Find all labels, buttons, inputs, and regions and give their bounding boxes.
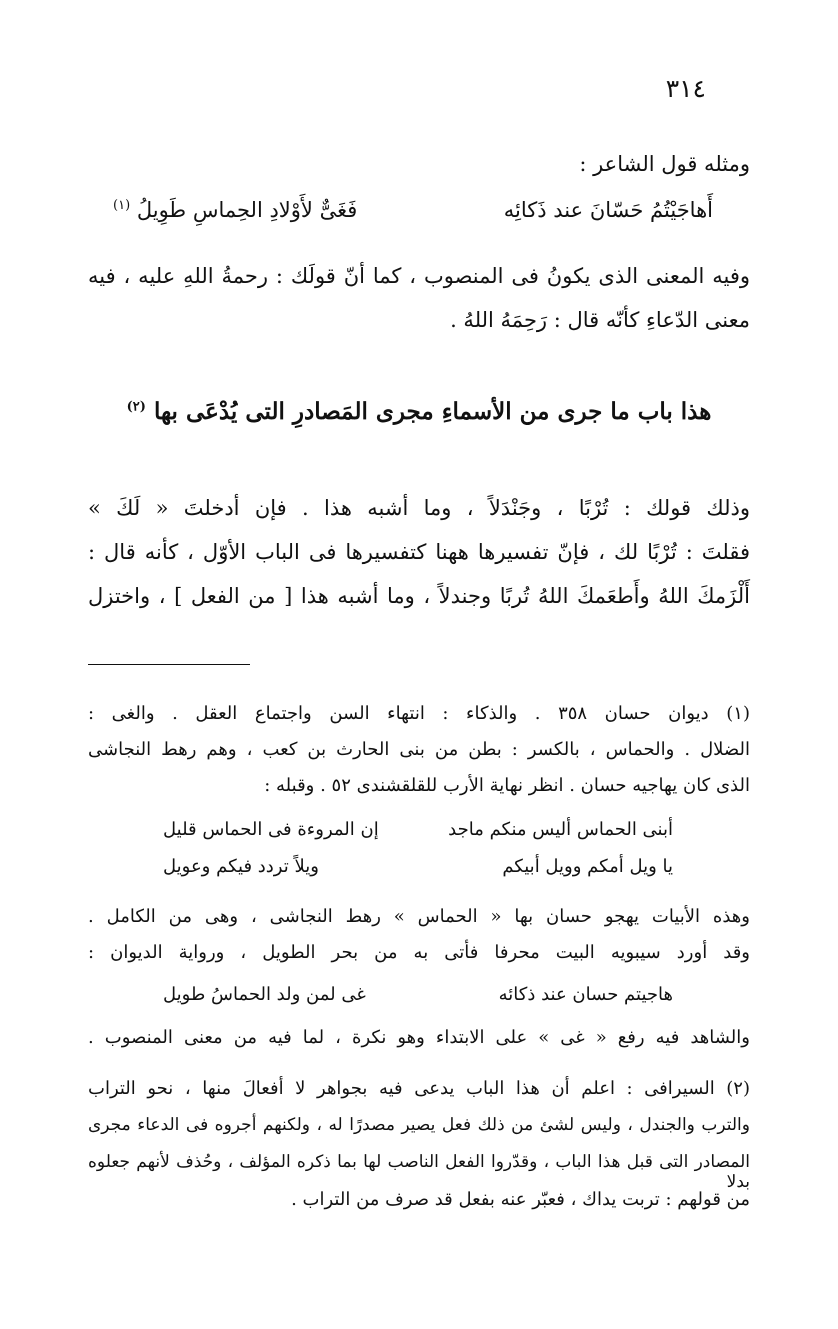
fn2-line-4: من قولهم : تربت يداك ، فعبّر عنه بفعل قد صرف من التراب . — [291, 1189, 750, 1210]
fn1-verse-1-hemistich-1: أبنى الحماس أليس منكم ماجد — [448, 819, 673, 840]
para2-line-1: وذلك قولك : تُرْبًا ، وجَنْدَلاً ، وما أشبه هذا . فإن أدخلتَ « لَكَ » — [88, 496, 750, 520]
fn1-verse-3-hemistich-2: غى لمن ولد الحماسُ طويل — [163, 984, 366, 1005]
footnote-separator — [88, 664, 250, 665]
fn2-line-1: (٢) السيرافى : اعلم أن هذا الباب يدعى فيه بجواهر لا أفعالَ منها ، نحو التراب — [88, 1078, 750, 1099]
verse-1-hemistich-1: أَهاجَيْتُمُ حَسّانَ عند ذَكائِه — [503, 198, 713, 222]
fn1-line-6: والشاهد فيه رفع « غى » على الابتداء وهو نكرة ، لما فيه من معنى المنصوب . — [88, 1027, 750, 1048]
intro-line: ومثله قول الشاعر : — [579, 152, 750, 176]
fn1-line-4: وهذه الأبيات يهجو حسان بها « الحماس » رهط النجاشى ، وهى من الكامل . — [88, 906, 750, 927]
fn1-line-5: وقد أورد سيبويه البيت محرفا فأتى به من بحر الطويل ، ورواية الديوان : — [88, 942, 750, 963]
fn2-line-2: والترب والجندل ، وليس لشئ من ذلك فعل يصير مصدرًا له ، ولكنهم أجروه فى الدعاء مجرى — [88, 1115, 750, 1135]
fn1-line-1: (١) ديوان حسان ٣٥٨ . والذكاء : انتهاء السن واجتماع العقل . والغى : — [88, 703, 750, 724]
section-heading — [88, 398, 750, 425]
section-heading-text: هذا باب ما جرى من الأسماءِ مجرى المَصادرِ التى يُدْعَى بها — [153, 398, 712, 425]
footnote-ref-1: (١) — [113, 198, 131, 213]
fn1-verse-1-hemistich-2: إن المروءة فى الحماس قليل — [163, 819, 379, 840]
fn1-line-3: الذى كان يهاجيه حسان . انظر نهاية الأرب للقلقشندى ٥٢ . وقبله : — [264, 775, 750, 796]
fn1-verse-2-hemistich-1: يا ويل أمكم وويل أبيكم — [502, 856, 673, 877]
fn2-line-3: المصادر التى قبل هذا الباب ، وقدّروا الفعل الناصب لها بما ذكره المؤلف ، وحُذف لأنهم جعلوه بدلا — [88, 1152, 750, 1192]
para1-line-2: معنى الدّعاءِ كأنّه قال : رَحِمَهُ اللهُ . — [450, 308, 750, 332]
para1-line-1: وفيه المعنى الذى يكونُ فى المنصوب ، كما أنّ قولَك : رحمةُ اللهِ عليه ، فيه — [88, 264, 750, 288]
fn1-verse-2-hemistich-2: ويلاً تردد فيكم وعويل — [163, 856, 319, 877]
page-number: ٣١٤ — [665, 74, 706, 103]
para2-line-3: أَلْزَمكَ اللهُ وأَطعَمكَ اللهُ تُربًا وجندلاً ، وما أشبه هذا [ من الفعل ] ، واختزل — [88, 584, 750, 608]
footnote-ref-2: (٢) — [126, 399, 146, 415]
verse-1 — [113, 198, 713, 228]
verse-1-hemistich-2: فَغَىٌّ لأَوْلادِ الحِماسِ طَوِيلُ $^{(١)}$ — [113, 198, 358, 222]
fn1-verse-1 — [163, 819, 673, 847]
fn1-line-2: الضلال . والحماس ، بالكسر : بطن من بنى الحارث بن كعب ، وهم رهط النجاشى — [88, 739, 750, 760]
fn1-verse-2 — [163, 856, 673, 884]
fn1-verse-3 — [163, 984, 673, 1012]
fn1-verse-3-hemistich-1: هاجيتم حسان عند ذكائه — [498, 984, 673, 1005]
para2-line-2: فقلتَ : تُرْبًا لك ، فإنّ تفسيرها ههنا كتفسيرها فى الباب الأوّل ، كأنه قال : — [88, 540, 750, 564]
